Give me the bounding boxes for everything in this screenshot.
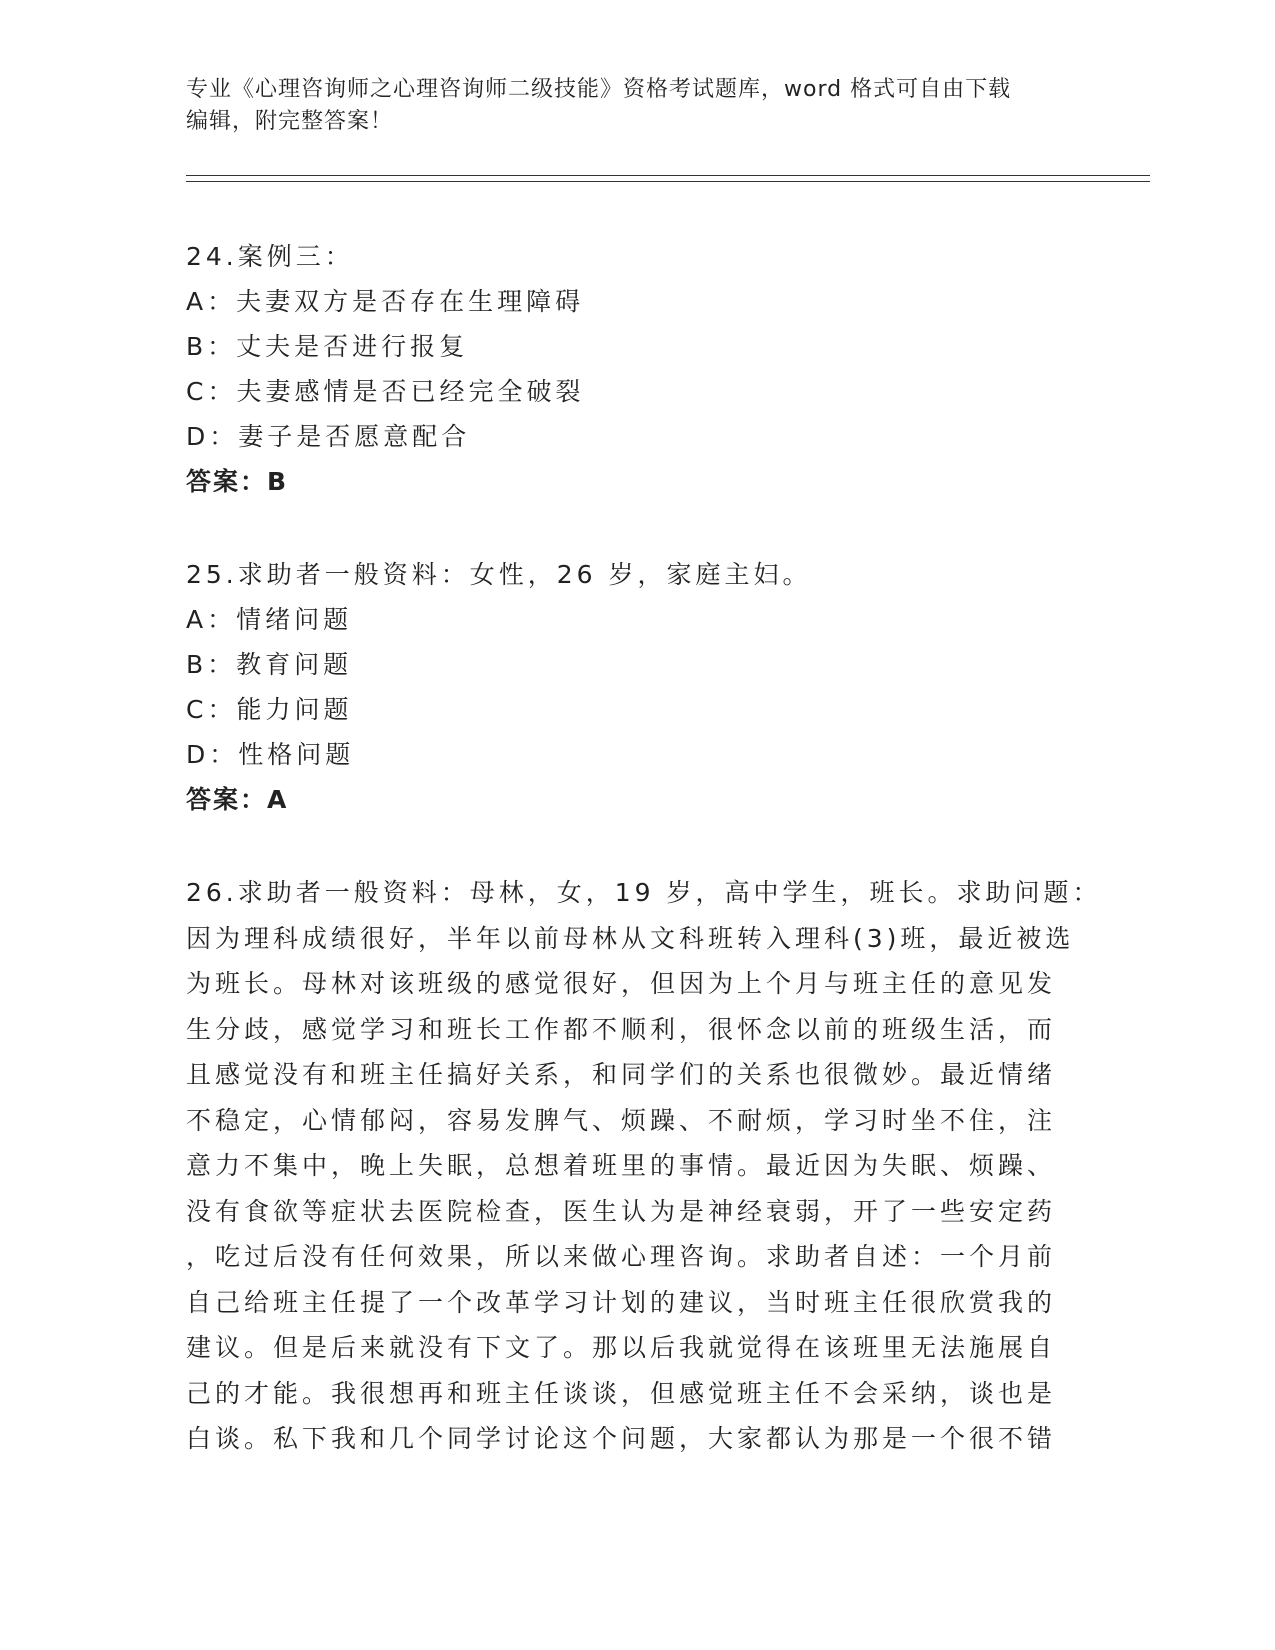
option-d: D：妻子是否愿意配合 [186, 422, 471, 451]
paragraph-line: 白谈。私下我和几个同学讨论这个问题，大家都认为那是一个很不错 [186, 1424, 1057, 1453]
document-header [186, 74, 1066, 138]
paragraph-line: 自己给班主任提了一个改革学习计划的建议，当时班主任很欣赏我的 [186, 1287, 1057, 1317]
answer-line: 答案：A [186, 785, 289, 814]
paragraph-line: 己的才能。我很想再和班主任谈谈，但感觉班主任不会采纳，谈也是 [186, 1378, 1057, 1408]
question-25 [186, 552, 1086, 822]
option-a: A：情绪问题 [186, 605, 353, 634]
header-title-line-1: 专业《心理咨询师之心理咨询师二级技能》资格考试题库，word 格式可自由下载 [186, 77, 1012, 102]
answer-line: 答案：B [186, 467, 289, 496]
question-26 [186, 870, 1102, 1462]
paragraph-line: 建议。但是后来就没有下文了。那以后我就觉得在该班里无法施展自 [186, 1333, 1057, 1362]
header-divider-bottom [186, 181, 1150, 182]
paragraph-line: 意力不集中，晚上失眠，总想着班里的事情。最近因为失眠、烦躁、 [186, 1151, 1057, 1180]
paragraph-line: 因为理科成绩很好，半年以前母林从文科班转入理科(3)班，最近被选 [186, 923, 1075, 953]
paragraph-line: 且感觉没有和班主任搞好关系，和同学们的关系也很微妙。最近情绪 [186, 1060, 1057, 1089]
paragraph-line: 不稳定，心情郁闷，容易发脾气、烦躁、不耐烦，学习时坐不住，注 [186, 1105, 1057, 1135]
option-c: C：能力问题 [186, 695, 353, 724]
option-c: C：夫妻感情是否已经完全破裂 [186, 377, 585, 406]
paragraph-line: 生分歧，感觉学习和班长工作都不顺利，很怀念以前的班级生活，而 [186, 1014, 1057, 1044]
header-divider-top [186, 175, 1150, 176]
paragraph-line: ，吃过后没有任何效果，所以来做心理咨询。求助者自述：一个月前 [186, 1242, 1057, 1271]
paragraph-line: 26.求助者一般资料：母林，女，19 岁，高中学生，班长。求助问题： [186, 878, 1102, 907]
paragraph-line: 为班长。母林对该班级的感觉很好，但因为上个月与班主任的意见发 [186, 969, 1057, 998]
question-24 [186, 234, 1086, 504]
option-d: D：性格问题 [186, 740, 355, 769]
option-a: A：夫妻双方是否存在生理障碍 [186, 287, 585, 316]
option-b: B：教育问题 [186, 650, 353, 679]
header-title-line-2: 编辑，附完整答案！ [186, 109, 394, 134]
question-stem: 25.求助者一般资料：女性，26 岁，家庭主妇。 [186, 560, 812, 589]
question-stem: 24.案例三： [186, 242, 354, 271]
paragraph-line: 没有食欲等症状去医院检查，医生认为是神经衰弱，开了一些安定药 [186, 1196, 1057, 1226]
option-b: B：丈夫是否进行报复 [186, 332, 469, 361]
